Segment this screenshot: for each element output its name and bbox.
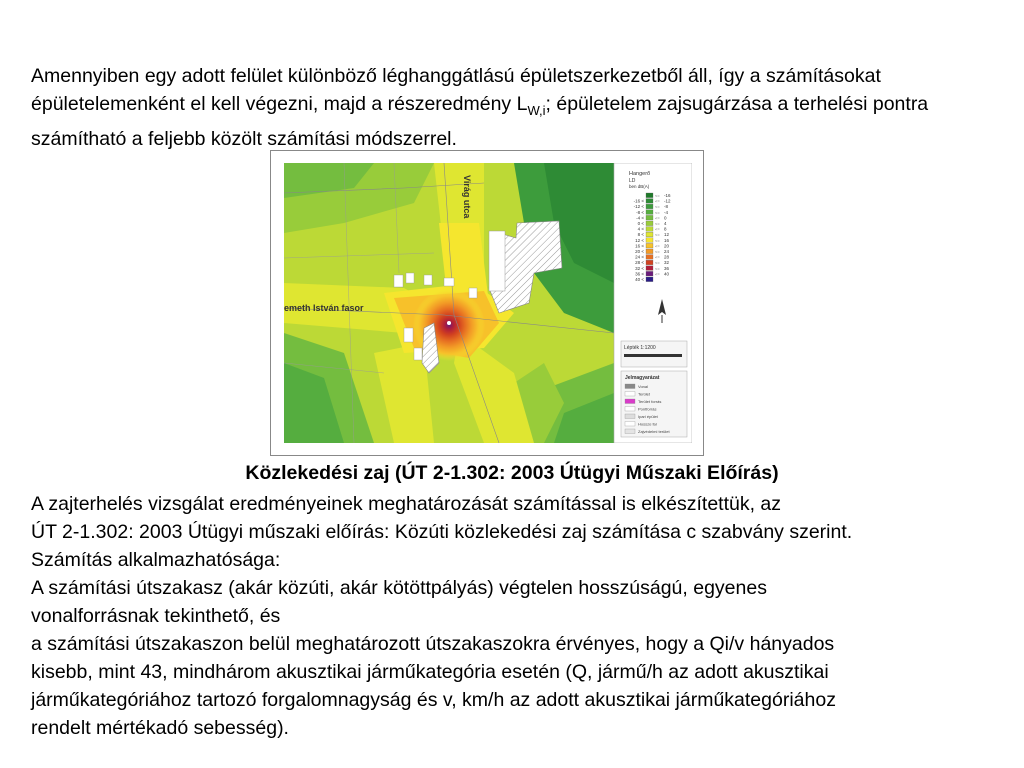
key-label: Ipari épület [638, 414, 658, 419]
legend-row-low: 36 < [635, 271, 644, 277]
figure-caption: Közlekedési zaj (ÚT 2-1.302: 2003 Útügyi Műszaki Előírás) [245, 462, 779, 484]
legend-row-high: 0 [664, 215, 667, 221]
legend-row-arrow: <= [655, 209, 660, 215]
intro-text-1: Amennyiben egy adott felület különböző léghanggátlású épületszerkezetből áll, így a számításokat épületelemenként el kell végezni, majd a részeredmény L [31, 65, 881, 115]
body-line: A számítási útszakasz (akár közúti, akár kötöttpályás) végtelen hosszúságú, egyenes [31, 577, 767, 599]
legend-subtitle: LD [629, 178, 636, 184]
legend-row-high: 20 [664, 243, 670, 249]
legend-swatch [646, 238, 653, 243]
legend-row-high: -8 [664, 204, 669, 210]
body-line: vonalforrásnak tekinthető, és [31, 605, 281, 627]
legend-row-arrow: <= [655, 249, 660, 254]
body-line: Számítás alkalmazhatósága: [31, 549, 281, 571]
building-block [394, 275, 403, 287]
legend-swatch [646, 277, 653, 282]
legend-row-low: 32 < [635, 265, 644, 271]
building-block [414, 348, 422, 360]
legend-row-high: 28 [664, 254, 670, 260]
street-label-virag: Virág utca [462, 175, 472, 219]
legend-row-high: 4 [664, 221, 667, 226]
legend-row-arrow: <= [655, 204, 660, 210]
key-label: Vonal [638, 384, 649, 389]
legend-unit: ben dB(A) [629, 184, 650, 189]
legend-row-arrow: <= [655, 254, 660, 260]
legend-row-arrow: <= [655, 198, 660, 204]
point-source [447, 321, 451, 325]
legend-swatch [646, 193, 653, 198]
body-line: rendelt mértékadó sebesség). [31, 717, 289, 739]
legend-row-high: 16 [664, 237, 670, 243]
key-swatch [625, 384, 635, 389]
legend-row-arrow: <= [655, 237, 660, 243]
legend-swatch [646, 271, 653, 276]
legend-row-high: 12 [664, 232, 670, 238]
legend-swatch [646, 204, 653, 209]
legend-row-high: 8 [664, 226, 667, 232]
key-label: Zajvédelmi terület [638, 429, 670, 434]
building-block [406, 273, 414, 283]
body-line: A zajterhelés vizsgálat eredményeinek meghatározását számítással is elkészítettük, az [31, 493, 782, 515]
legend-row-low: -4 < [636, 215, 644, 221]
legend-swatch [646, 227, 653, 232]
legend-swatch [646, 215, 653, 220]
noise-map-figure [270, 150, 704, 456]
legend-row-high: 24 [664, 249, 670, 254]
legend-row-low: 12 < [635, 237, 644, 243]
body-line: a számítási útszakaszon belül meghatározott útszakaszokra érvényes, hogy a Qi/v hányados [31, 633, 835, 655]
legend-swatch [646, 266, 653, 271]
key-title: Jelmagyarázat [625, 375, 660, 381]
legend-row-arrow: <= [655, 265, 660, 271]
key-swatch [625, 414, 635, 419]
key-swatch [625, 422, 635, 427]
legend-row-low: -12 < [633, 204, 644, 210]
legend-swatch [646, 210, 653, 215]
legend-row-arrow: <= [655, 215, 660, 221]
key-swatch [625, 407, 635, 412]
key-swatch [625, 429, 635, 434]
legend-row-arrow: <= [655, 260, 660, 266]
legend-title: Hangerő [629, 171, 651, 177]
legend-row-high: -4 [664, 209, 669, 215]
legend-row-low: 24 < [635, 254, 644, 260]
key-swatch [625, 399, 635, 404]
key-label: Terület [638, 391, 651, 397]
key-label: Hosszú fal [638, 421, 657, 427]
intro-subscript: W,i [527, 103, 546, 118]
body-line: járműkategóriához tartozó forgalomnagyság és v, km/h az adott akusztikai járműkategóriához [31, 689, 836, 711]
legend-row-low: 16 < [635, 243, 644, 249]
legend-row-high: -12 [664, 198, 671, 204]
noise-map [284, 163, 692, 443]
legend-row-arrow: <= [655, 271, 660, 277]
building-block [469, 288, 477, 298]
key-swatch [625, 392, 635, 397]
legend-swatch [646, 221, 653, 226]
body-line: ÚT 2-1.302: 2003 Útügyi műszaki előírás: Közúti közlekedési zaj számítása c szabvány szerint. [31, 521, 853, 543]
map-legend [614, 163, 692, 443]
legend-row-arrow: <= [655, 232, 660, 238]
building-block [444, 278, 454, 286]
building-block [424, 275, 432, 285]
body-text [31, 490, 1006, 742]
legend-row-arrow: <= [655, 243, 660, 249]
scale-label: Lépték 1:1200 [624, 345, 656, 351]
legend-swatch [646, 249, 653, 254]
legend-swatch [646, 232, 653, 237]
legend-swatch [646, 255, 653, 260]
legend-row-low: 0 < [637, 221, 644, 226]
legend-row-arrow: <= [655, 193, 660, 198]
body-line: kisebb, mint 43, mindhárom akusztikai járműkategória esetén (Q, jármű/h az adott akusztikai [31, 661, 829, 683]
intro-paragraph [31, 62, 1006, 153]
legend-row-low: 28 < [635, 260, 644, 266]
key-label: Pontforrás [638, 406, 657, 412]
legend-row-high: -16 [664, 193, 671, 198]
legend-row-low: -16 < [633, 198, 644, 204]
intro-text-2: ; épületelem zajsugárzása a terhelési pontra számítható a feljebb közölt számítási módszerrel. [31, 93, 929, 150]
street-label-nemeth: emeth István fasor [284, 303, 364, 313]
key-label: Terület forrás [638, 399, 662, 404]
legend-row-high: 32 [664, 260, 670, 266]
legend-swatch [646, 260, 653, 265]
legend-row-low: -8 < [636, 209, 644, 215]
legend-row-arrow: <= [655, 226, 660, 232]
building-block [404, 328, 413, 342]
legend-row-high: 40 [664, 271, 670, 277]
legend-row-low: 20 < [635, 249, 644, 254]
legend-swatch [646, 243, 653, 248]
legend-row-low: 8 < [637, 232, 644, 238]
legend-row-low: 40 < [635, 277, 644, 282]
legend-swatch [646, 199, 653, 204]
building-white [489, 231, 505, 291]
legend-row-arrow: <= [655, 221, 660, 226]
legend-row-high: 36 [664, 265, 670, 271]
legend-row-low: 4 < [637, 226, 644, 232]
